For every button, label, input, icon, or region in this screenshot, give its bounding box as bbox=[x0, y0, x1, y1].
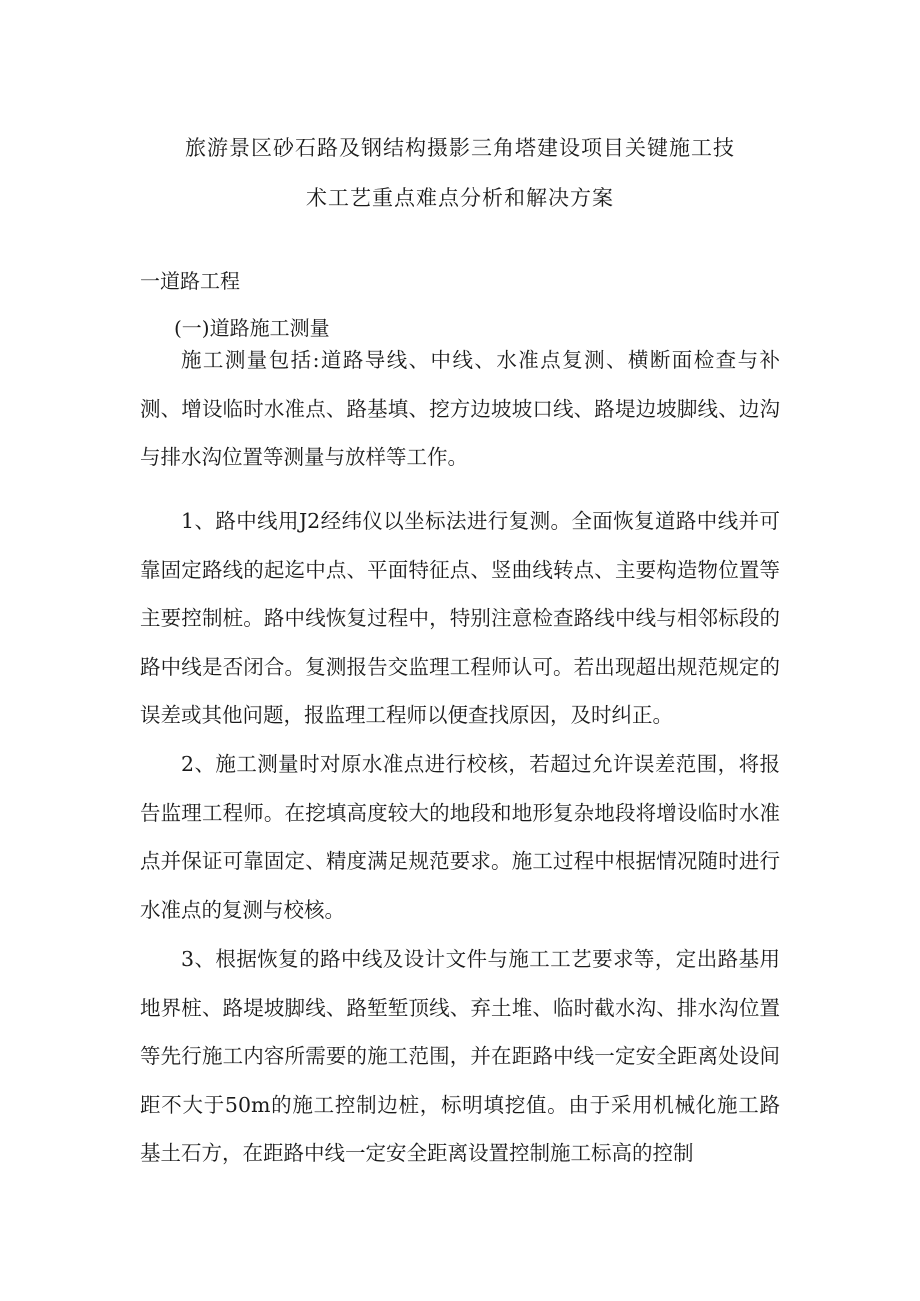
document-title-line-2: 术工艺重点难点分析和解决方案 bbox=[306, 186, 614, 210]
subsection-heading: (一)道路施工测量 bbox=[174, 316, 330, 340]
paragraph-survey-scope: 施工测量包括:道路导线、中线、水准点复测、横断面检查与补测、增设临时水准点、路基填、挖方边坡坡口线、路堤边坡脚线、边沟与排水沟位置等测量与放样等工作。 bbox=[140, 348, 780, 470]
paragraph-centerline-survey: 1、路中线用J2经纬仪以坐标法进行复测。全面恢复道路中线并可靠固定路线的起迄中点、平面特征点、竖曲线转点、主要构造物位置等主要控制桩。路中线恢复过程中，特别注意检查路线中线与相邻标段的路中线是否闭合。复测报告交监理工程师认可。若出现超出规范规定的误差或其他问题，报监理工程师以便查找原因，及时纠正。 bbox=[140, 509, 780, 728]
document-title-line-1: 旅游景区砂石路及钢结构摄影三角塔建设项目关键施工技 bbox=[185, 136, 735, 160]
paragraph-benchmark-check: 2、施工测量时对原水准点进行校核，若超过允许误差范围，将报告监理工程师。在挖填高度较大的地段和地形复杂地段将增设临时水准点并保证可靠固定、精度满足规范要求。施工过程中根据情况随时进行水准点的复测与校核。 bbox=[140, 752, 780, 922]
section-heading: 一道路工程 bbox=[140, 269, 240, 293]
paragraph-construction-range: 3、根据恢复的路中线及设计文件与施工工艺要求等，定出路基用地界桩、路堤坡脚线、路堑堑顶线、弃土堆、临时截水沟、排水沟位置等先行施工内容所需要的施工范围，并在距路中线一定安全距离处设间距不大于50m的施工控制边桩，标明填挖值。由于采用机械化施工路基土石方，在距路中线一定安全距离设置控制施工标高的控制 bbox=[140, 947, 780, 1166]
